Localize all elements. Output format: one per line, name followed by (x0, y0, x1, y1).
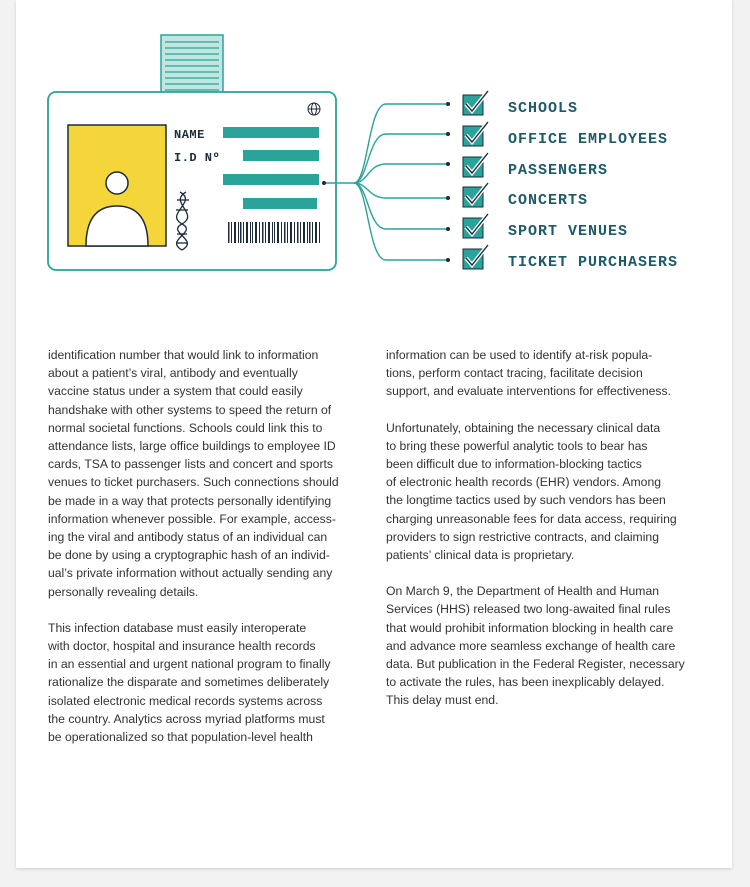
list-item-concerts: CONCERTS (508, 192, 589, 209)
checkbox-icon (463, 153, 488, 177)
text-line: the longtime tactics used by such vendors has been (386, 493, 666, 508)
text-line: that would prohibit information blocking in health care (386, 620, 674, 635)
text-line: This delay must end. (386, 693, 499, 708)
right-column-paragraph (386, 346, 704, 401)
text-line: information whenever possible. For example, access- (48, 511, 336, 526)
text-line: normal societal functions. Schools could link this to (48, 420, 323, 435)
card-id-label: I.D Nº (174, 151, 221, 165)
text-line: to activate the rules, has been inexplicably delayed. (386, 675, 665, 690)
text-line: support, and evaluate interventions for effectiveness. (386, 384, 672, 399)
right-column-paragraph (386, 582, 704, 709)
list-item-sport-venues: SPORT VENUES (508, 223, 629, 240)
text-line: about a patient’s viral, antibody and eventually (48, 366, 298, 381)
text-line: patients’ clinical data is proprietary. (386, 548, 575, 563)
checkbox-icon (463, 122, 488, 146)
text-line: and advance more seamless exchange of health care (386, 638, 676, 653)
text-line: the country. Analytics across myriad platforms must (48, 711, 325, 726)
checkbox-icon (463, 245, 488, 269)
list-item-schools: SCHOOLS (508, 100, 579, 117)
card-name-label: NAME (174, 128, 205, 142)
document-page (16, 0, 732, 868)
text-line: be done by using a cryptographic hash of an individ- (48, 548, 330, 563)
text-line: attendance lists, large office buildings to employee ID (48, 439, 336, 454)
text-line: vaccine status under a system that could easily (48, 384, 303, 399)
left-column-paragraph (48, 619, 366, 746)
lanyard (161, 35, 223, 99)
left-text-column (48, 346, 366, 764)
left-column-paragraph (48, 346, 366, 601)
text-line: charging unreasonable fees for data access, requiring (386, 511, 677, 526)
right-text-column (386, 346, 704, 728)
text-line: of electronic health records (EHR) vendors. Among (386, 475, 662, 490)
checkbox-icon (463, 214, 488, 238)
text-line: tions, perform contact tracing, facilitate decision (386, 366, 643, 381)
text-line: be made in a way that protects personally identifying (48, 493, 332, 508)
info-field-bar (223, 174, 319, 185)
text-line: rationalize the disparate and sometimes deliberately (48, 675, 330, 690)
text-line: information can be used to identify at-risk popula- (386, 348, 653, 362)
text-line: been difficult due to information-blocking tactics (386, 457, 642, 472)
text-line: in an essential and urgent national program to finally (48, 657, 331, 672)
text-line: ual’s private information without actually sending any (48, 566, 333, 581)
text-line: This infection database must easily interoperate (48, 620, 307, 635)
text-line: be operationalized so that population-level health (48, 730, 313, 745)
text-line: identification number that would link to information (48, 348, 319, 362)
text-line: data. But publication in the Federal Register, necessary (386, 657, 685, 672)
list-item-ticket-purchasers: TICKET PURCHASERS (508, 254, 679, 271)
text-line: On March 9, the Department of Health and Human (386, 584, 660, 599)
name-field-bar (223, 127, 319, 138)
text-line: handshake with other systems to speed the return of (48, 402, 332, 417)
text-line: cards, TSA to passenger lists and concert and sports (48, 457, 333, 472)
id-field-bar (243, 150, 319, 161)
text-line: isolated electronic medical records systems across (48, 693, 323, 708)
text-line: ing the viral and antibody status of an individual can (48, 530, 328, 545)
text-line: Services (HHS) released two long-awaited final rules (386, 602, 671, 617)
connector-lines (324, 104, 446, 260)
checkbox-icon (463, 183, 488, 207)
text-line: venues to ticket purchasers. Such connections should (48, 475, 339, 490)
text-line: Unfortunately, obtaining the necessary clinical data (386, 420, 661, 435)
text-line: providers to sign restrictive contracts, and claiming (386, 529, 659, 544)
text-line: to bring these powerful analytic tools to bear has (386, 438, 648, 453)
text-line: personally revealing details. (48, 584, 199, 599)
list-item-passengers: PASSENGERS (508, 162, 609, 179)
right-column-paragraph (386, 419, 704, 565)
info-field-bar-2 (243, 198, 317, 209)
text-line: with doctor, hospital and insurance health records (48, 639, 316, 654)
list-item-office-employees: OFFICE EMPLOYEES (508, 131, 669, 148)
checkbox-icon (463, 91, 488, 115)
